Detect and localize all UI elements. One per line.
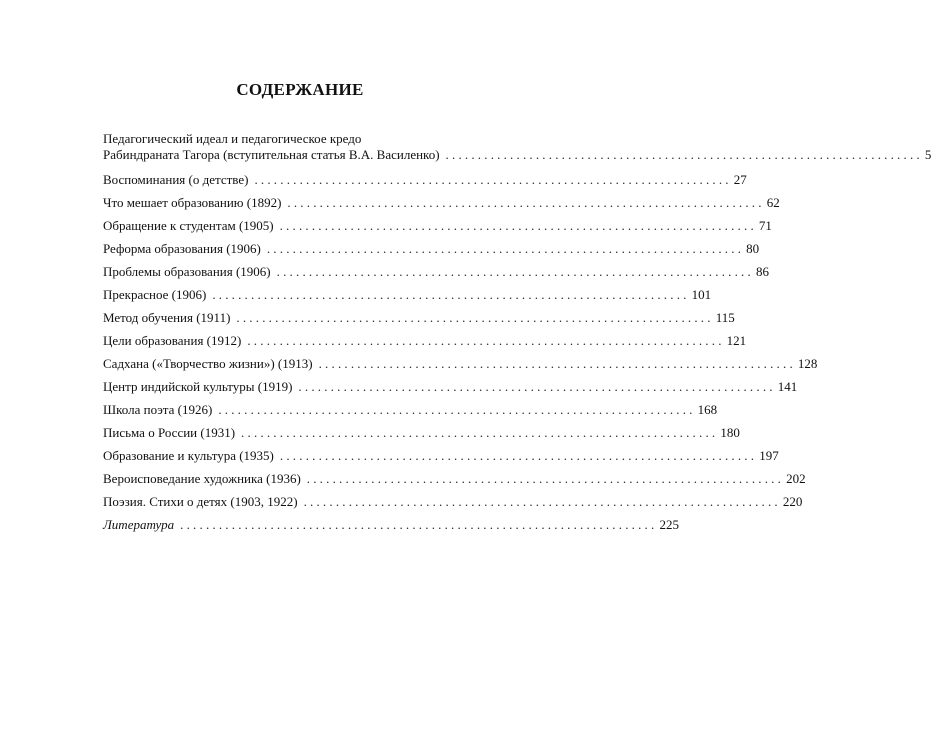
toc-entry-page: 168 (697, 402, 718, 417)
page-title: СОДЕРЖАНИЕ (236, 80, 364, 99)
toc-entry-page: 115 (715, 310, 735, 325)
dot-leader: .......................................................................... (303, 494, 781, 509)
toc-entry-page: 202 (786, 471, 806, 486)
toc-entry-page: 197 (759, 448, 779, 463)
toc-entry-title: Метод обучения (1911) (103, 310, 231, 325)
toc-entry (103, 172, 747, 188)
dot-leader: .......................................................................... (298, 379, 776, 394)
dot-leader: .......................................................................... (318, 356, 796, 371)
toc-entry-page: 121 (726, 333, 747, 348)
dot-leader: .......................................................................... (287, 195, 765, 210)
toc-entry-title: Воспоминания (о детстве) (103, 172, 249, 187)
toc-entry (103, 494, 803, 510)
toc-entry-title: Вероисповедание художника (1936) (103, 471, 301, 486)
toc-entry-page: 27 (733, 172, 747, 187)
dot-leader: .......................................................................... (266, 241, 745, 256)
toc-entry-title: Обращение к студентам (1905) (103, 218, 274, 233)
toc-entry (103, 195, 780, 211)
toc-entry (103, 131, 931, 163)
toc-entry-title: Литература (103, 517, 175, 532)
toc-entry-title: Что мешает образованию (1892) (103, 195, 282, 210)
dot-leader: .......................................................................... (445, 147, 923, 162)
toc-entry (103, 333, 747, 349)
toc-entry-page: 71 (758, 218, 772, 233)
dot-leader: .......................................................................... (212, 287, 690, 302)
toc-entry (103, 264, 769, 280)
table-of-contents (103, 131, 931, 533)
toc-entry-page: 180 (720, 425, 740, 440)
toc-entry-title: Реформа образования (1906) (103, 241, 261, 256)
dot-leader: .......................................................................... (306, 471, 785, 486)
toc-entry-title: Центр индийской культуры (1919) (103, 379, 293, 394)
toc-entry (103, 241, 760, 257)
dot-leader: .......................................................................... (279, 448, 758, 463)
dot-leader: .......................................................................... (218, 402, 696, 417)
dot-leader: .......................................................................... (254, 172, 732, 187)
toc-entry-title: Садхана («Творчество жизни») (1913) (103, 356, 313, 371)
toc-entry-page: 101 (691, 287, 712, 302)
toc-entry (103, 471, 806, 487)
toc-entry-page: 220 (782, 494, 803, 509)
toc-entry (103, 402, 718, 418)
toc-entry (103, 310, 735, 326)
toc-entry-page: 128 (797, 356, 818, 371)
toc-entry-page: 141 (777, 379, 798, 394)
toc-entry-title: Рабиндраната Тагора (вступительная статья В.А. Василенко) (103, 147, 440, 162)
toc-entry-title: Проблемы образования (1906) (103, 264, 271, 279)
dot-leader: .......................................................................... (180, 517, 658, 532)
toc-entry-title: Образование и культура (1935) (103, 448, 274, 463)
dot-leader: .......................................................................... (247, 333, 725, 348)
toc-entry-title-line1: Педагогический идеал и педагогическое кредо (103, 131, 362, 146)
toc-entry-page: 80 (746, 241, 760, 256)
toc-entry (103, 517, 679, 533)
dot-leader: .......................................................................... (279, 218, 757, 233)
dot-leader: .......................................................................... (276, 264, 754, 279)
toc-entry (103, 218, 772, 234)
toc-entry-page: 86 (755, 264, 769, 279)
toc-entry-title: Цели образования (1912) (103, 333, 242, 348)
toc-entry-title: Прекрасное (1906) (103, 287, 207, 302)
dot-leader: .......................................................................... (236, 310, 714, 325)
toc-entry (103, 448, 779, 464)
toc-entry-title: Школа поэта (1926) (103, 402, 213, 417)
toc-entry-title: Поэзия. Стихи о детях (1903, 1922) (103, 494, 298, 509)
toc-entry-page: 62 (766, 195, 780, 210)
toc-entry-title: Письма о России (1931) (103, 425, 236, 440)
toc-entry (103, 379, 798, 395)
toc-entry (103, 356, 818, 372)
dot-leader: .......................................................................... (241, 425, 719, 440)
toc-entry-page: 225 (659, 517, 679, 532)
toc-entry (103, 287, 712, 303)
toc-entry (103, 425, 740, 441)
toc-entry-page: 5 (924, 147, 931, 162)
